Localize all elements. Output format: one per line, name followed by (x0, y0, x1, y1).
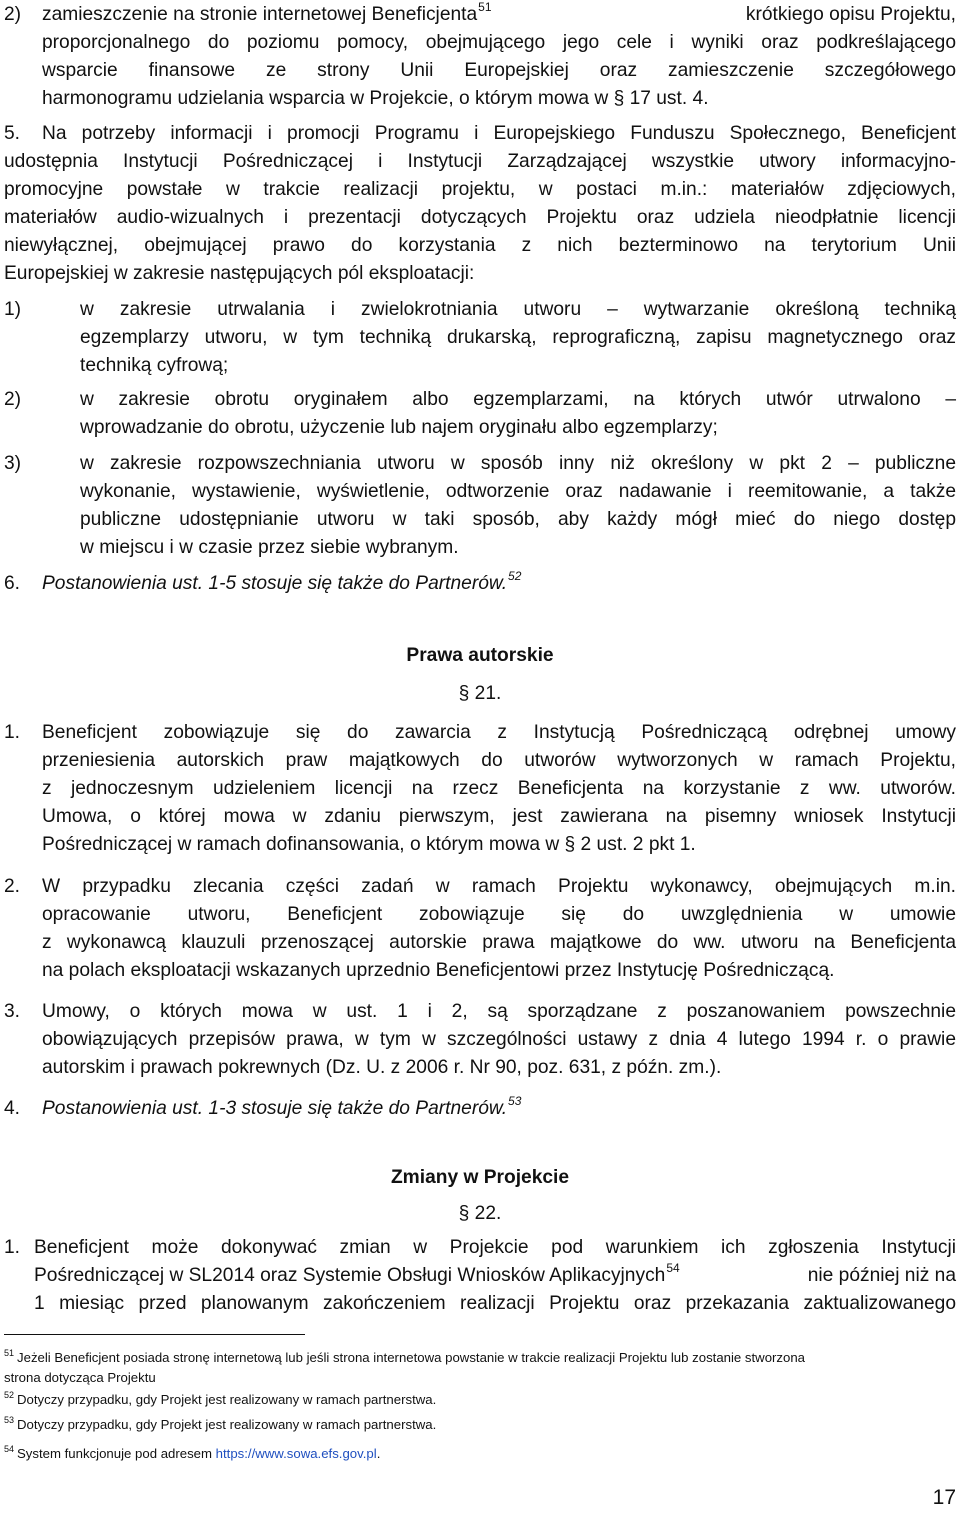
text-line: udostępnia Instytucji Pośredniczącej i Instytucji Zarządzającej wszystkie utwory informacyjno- (4, 151, 956, 172)
item-number: 5. (4, 123, 21, 144)
paragraph-number: § 21. (458, 683, 502, 704)
text-line: niewyłącznej, obejmującej prawo do korzystania z nich bezterminowo na terytorium Unii (4, 235, 956, 256)
text-line: z wykonawcą klauzuli przenoszącej autorskie prawa majątkowe do ww. utworu na Beneficjenta (42, 932, 956, 953)
text-line: autorskim i prawach pokrewnych (Dz. U. z 2006 r. Nr 90, poz. 631, z późn. zm.). (42, 1057, 722, 1078)
text-line: Pośredniczącej w SL2014 oraz Systemie Obsługi Wniosków Aplikacyjnych$^{54}$ nie później niż na (34, 1261, 956, 1286)
text-line: Beneficjent zobowiązuje się do zawarcia z Instytucją Pośredniczącą odrębnej umowy (42, 722, 956, 743)
subitem-number: 3) (4, 453, 22, 474)
text-line: publiczne udostępnianie utworu w taki sposób, aby każdy mógł mieć do niego dostęp (80, 509, 956, 530)
item-number: 1. (4, 1237, 21, 1258)
text-line: przeniesienia autorskich praw majątkowych do utworów wytworzonych w ramach Projektu, (42, 750, 956, 771)
text-line: 1 miesiąc przed planowanym zakończeniem realizacji Projektu oraz przekazania zaktualizowanego (34, 1293, 956, 1314)
paragraph-number: § 22. (458, 1203, 502, 1224)
item-number: 2. (4, 876, 21, 897)
text-line: Umowa, o której mowa w zdaniu pierwszym, jest zawierana na pisemny wniosek Instytucji (42, 806, 956, 827)
text-line: w zakresie rozpowszechniania utworu w sposób inny niż określony w pkt 2 – publiczne (80, 453, 956, 474)
footnote-separator (4, 1334, 305, 1335)
text-line: Europejskiej w zakresie następujących pól eksploatacji: (4, 263, 475, 284)
text-line: proporcjonalnego do poziomu pomocy, obejmującego jego cele i wyniki oraz podkreślającego (42, 32, 956, 53)
item-number: 6. (4, 573, 21, 594)
text-line: Na potrzeby informacji i promocji Programu i Europejskiego Funduszu Społecznego, Beneficjent (42, 123, 956, 144)
text-line: harmonogramu udzielania wsparcia w Projekcie, o którym mowa w § 17 ust. 4. (42, 88, 709, 109)
footnote-51-cont: strona dotycząca Projektu (4, 1370, 156, 1385)
text-line: promocyjne powstałe w trakcie realizacji projektu, w postaci m.in.: materiałów zdjęciowych, (4, 179, 956, 200)
item-number: 2) (4, 4, 22, 25)
text-line: Beneficjent może dokonywać zmian w Projekcie pod warunkiem ich zgłoszenia Instytucji (34, 1237, 956, 1258)
text-line: wprowadzanie do obrotu, użyczenie lub najem oryginału albo egzemplarzy; (80, 417, 718, 438)
text-line: w zakresie obrotu oryginałem albo egzemplarzami, na których utwór utrwalono – (80, 389, 956, 410)
text-line: w miejscu i w czasie przez siebie wybranym. (80, 537, 459, 558)
text-line: opracowanie utworu, Beneficjent zobowiązuje się do uwzględnienia w umowie (42, 904, 956, 925)
footnote-51: $^{51}$ Jeżeli Beneficjent posiada stronę internetową lub jeśli strona internetowa powstanie w trakcie realizacji Projektu lub zostanie stworzona (4, 1348, 806, 1365)
footnote-52: $^{52}$ Dotyczy przypadku, gdy Projekt jest realizowany w ramach partnerstwa. (4, 1390, 437, 1407)
sowa-link[interactable]: https://www.sowa.efs.gov.pl (215, 1446, 377, 1461)
text-line: wsparcie finansowe ze strony Unii Europejskiej oraz zamieszczenie szczegółowego (42, 60, 956, 81)
footnote-ref[interactable]: 53 (508, 1094, 522, 1108)
footnote-ref[interactable]: 52 (508, 569, 522, 583)
text-line: materiałów audio-wizualnych i prezentacji dotyczących Projektu oraz udziela nieodpłatnie licencji (4, 207, 956, 228)
item-number: 4. (4, 1098, 21, 1119)
footnote-53: $^{53}$ Dotyczy przypadku, gdy Projekt jest realizowany w ramach partnerstwa. (4, 1415, 437, 1432)
item-2-line-1: zamieszczenie na stronie internetowej Beneficjenta$^{51}$ krótkiego opisu Projektu, (42, 0, 956, 25)
section-title: Zmiany w Projekcie (390, 1167, 570, 1188)
text-line: Pośredniczącej w ramach dofinansowania, o którym mowa w § 2 ust. 2 pkt 1. (42, 834, 696, 855)
footnote-ref[interactable]: 51 (478, 0, 492, 14)
item-number: 3. (4, 1001, 21, 1022)
section-title: Prawa autorskie (406, 645, 554, 666)
text-line: Postanowienia ust. 1-5 stosuje się także do Partnerów.$^{52}$ (42, 569, 522, 594)
footnote-ref[interactable]: 54 (666, 1261, 680, 1275)
text-line: W przypadku zlecania części zadań w ramach Projektu wykonawcy, obejmujących m.in. (42, 876, 956, 897)
text-line: egzemplarzy utworu, w tym techniką drukarską, reprograficzną, zapisu magnetycznego oraz (80, 327, 956, 348)
page-number: 17 (932, 1486, 956, 1509)
footnote-54: $^{54}$ System funkcjonuje pod adresem https://www.sowa.efs.gov.pl. (4, 1444, 381, 1461)
subitem-number: 2) (4, 389, 22, 410)
text-line: techniką cyfrową; (80, 355, 229, 376)
text-line: obowiązujących przepisów prawa, w tym w szczególności ustawy z dnia 4 lutego 1994 r. o prawie (42, 1029, 956, 1050)
text-line: Postanowienia ust. 1-3 stosuje się także do Partnerów.$^{53}$ (42, 1094, 522, 1119)
text-line: w zakresie utrwalania i zwielokrotniania utworu – wytwarzanie określoną techniką (80, 299, 956, 320)
text-line: wykonanie, wystawienie, wyświetlenie, odtworzenie oraz nadawanie i reemitowanie, a także (80, 481, 956, 502)
text-line: Umowy, o których mowa w ust. 1 i 2, są sporządzane z poszanowaniem powszechnie (42, 1001, 956, 1022)
text-line: z jednoczesnym udzieleniem licencji na rzecz Beneficjenta na korzystanie z ww. utworów. (42, 778, 956, 799)
subitem-number: 1) (4, 299, 22, 320)
text-line: na polach eksploatacji wskazanych uprzednio Beneficjentowi przez Instytucję Pośredniczącą. (42, 960, 835, 981)
item-number: 1. (4, 722, 21, 743)
